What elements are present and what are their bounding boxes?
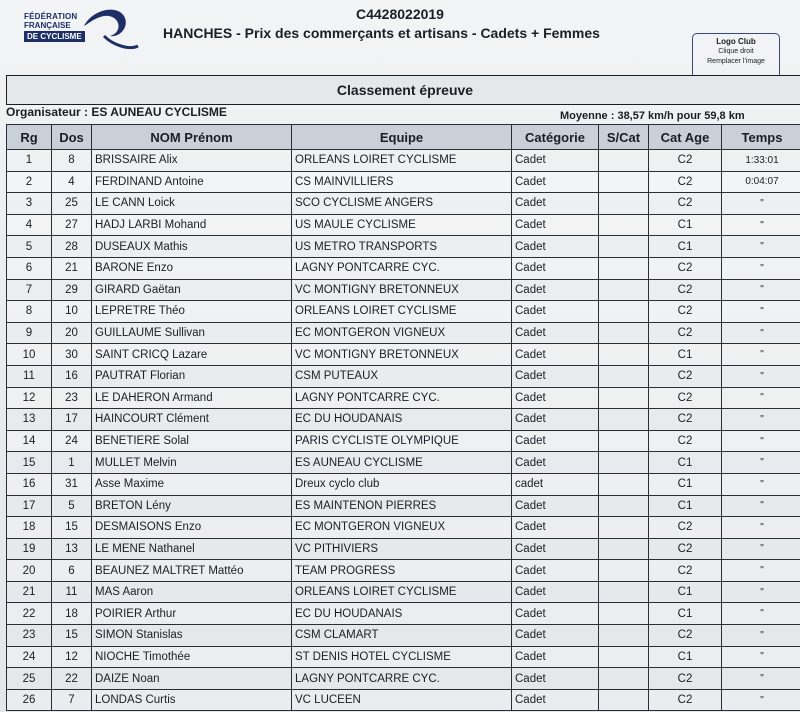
age-category-cell: C1 [649, 646, 722, 668]
bib-cell: 16 [52, 365, 92, 387]
age-category-cell: C2 [649, 150, 722, 172]
time-cell: " [722, 625, 800, 647]
time-cell: " [722, 689, 800, 711]
category-cell: Cadet [512, 279, 599, 301]
subcategory-cell [599, 603, 649, 625]
subcategory-cell [599, 344, 649, 366]
subcategory-cell [599, 625, 649, 647]
category-cell: Cadet [512, 668, 599, 690]
table-row [7, 214, 800, 236]
rank-cell: 8 [7, 301, 52, 323]
category-cell: Cadet [512, 193, 599, 215]
bib-cell: 13 [52, 538, 92, 560]
age-category-cell: C1 [649, 495, 722, 517]
bib-cell: 29 [52, 279, 92, 301]
category-cell: Cadet [512, 150, 599, 172]
table-row [7, 279, 800, 301]
subcategory-cell [599, 473, 649, 495]
name-cell: BENETIERE Solal [92, 430, 292, 452]
category-cell: Cadet [512, 322, 599, 344]
col-header-team: Equipe [292, 125, 512, 150]
rank-cell: 25 [7, 668, 52, 690]
bib-cell: 28 [52, 236, 92, 258]
name-cell: BEAUNEZ MALTRET Mattéo [92, 560, 292, 582]
time-cell: " [722, 301, 800, 323]
bib-cell: 15 [52, 625, 92, 647]
logo-line-2: FRANÇAISE [24, 21, 71, 30]
bib-cell: 23 [52, 387, 92, 409]
category-cell: Cadet [512, 517, 599, 539]
time-cell: " [722, 603, 800, 625]
age-category-cell: C2 [649, 193, 722, 215]
rank-cell: 4 [7, 214, 52, 236]
name-cell: SIMON Stanislas [92, 625, 292, 647]
name-cell: BARONE Enzo [92, 257, 292, 279]
table-row [7, 452, 800, 474]
team-cell: CS MAINVILLIERS [292, 171, 512, 193]
bib-cell: 7 [52, 689, 92, 711]
rank-cell: 18 [7, 517, 52, 539]
col-header-subcategory: S/Cat [599, 125, 649, 150]
table-row [7, 625, 800, 647]
club-logo-placeholder [692, 33, 780, 79]
bib-cell: 5 [52, 495, 92, 517]
category-cell: Cadet [512, 365, 599, 387]
rank-cell: 15 [7, 452, 52, 474]
name-cell: PAUTRAT Florian [92, 365, 292, 387]
rank-cell: 7 [7, 279, 52, 301]
table-row [7, 301, 800, 323]
time-cell: 1:33:01 [722, 150, 800, 172]
bib-cell: 24 [52, 430, 92, 452]
subcategory-cell [599, 538, 649, 560]
bib-cell: 17 [52, 409, 92, 431]
table-row [7, 171, 800, 193]
bib-cell: 6 [52, 560, 92, 582]
club-logo-line-1: Clique droit [718, 48, 754, 55]
table-row [7, 257, 800, 279]
team-cell: CSM CLAMART [292, 625, 512, 647]
table-row [7, 668, 800, 690]
subcategory-cell [599, 171, 649, 193]
age-category-cell: C1 [649, 581, 722, 603]
category-cell: Cadet [512, 689, 599, 711]
rank-cell: 26 [7, 689, 52, 711]
subcategory-cell [599, 387, 649, 409]
time-cell: " [722, 193, 800, 215]
table-row [7, 560, 800, 582]
category-cell: Cadet [512, 452, 599, 474]
bib-cell: 30 [52, 344, 92, 366]
bib-cell: 22 [52, 668, 92, 690]
age-category-cell: C2 [649, 560, 722, 582]
time-cell: 0:04:07 [722, 171, 800, 193]
section-title: Classement épreuve [6, 75, 800, 105]
subcategory-cell [599, 517, 649, 539]
time-cell: " [722, 452, 800, 474]
subcategory-cell [599, 689, 649, 711]
rank-cell: 10 [7, 344, 52, 366]
time-cell: " [722, 409, 800, 431]
bib-cell: 20 [52, 322, 92, 344]
subcategory-cell [599, 301, 649, 323]
bib-cell: 12 [52, 646, 92, 668]
time-cell: " [722, 236, 800, 258]
table-row [7, 193, 800, 215]
time-cell: " [722, 517, 800, 539]
rank-cell: 24 [7, 646, 52, 668]
category-cell: Cadet [512, 171, 599, 193]
name-cell: LE CANN Loick [92, 193, 292, 215]
subcategory-cell [599, 646, 649, 668]
category-cell: Cadet [512, 236, 599, 258]
rank-cell: 12 [7, 387, 52, 409]
time-cell: " [722, 257, 800, 279]
name-cell: GUILLAUME Sullivan [92, 322, 292, 344]
table-row [7, 365, 800, 387]
subcategory-cell [599, 452, 649, 474]
category-cell: Cadet [512, 214, 599, 236]
bib-cell: 10 [52, 301, 92, 323]
table-row [7, 322, 800, 344]
time-cell: " [722, 495, 800, 517]
age-category-cell: C2 [649, 387, 722, 409]
rank-cell: 9 [7, 322, 52, 344]
average-speed: Moyenne : 38,57 km/h pour 59,8 km [560, 110, 745, 122]
bib-cell: 4 [52, 171, 92, 193]
rank-cell: 1 [7, 150, 52, 172]
col-header-age-category: Cat Age [649, 125, 722, 150]
name-cell: GIRARD Gaëtan [92, 279, 292, 301]
bib-cell: 1 [52, 452, 92, 474]
age-category-cell: C2 [649, 322, 722, 344]
subcategory-cell [599, 236, 649, 258]
age-category-cell: C2 [649, 171, 722, 193]
time-cell: " [722, 344, 800, 366]
rank-cell: 3 [7, 193, 52, 215]
logo-line-1: FÉDÉRATION [24, 12, 78, 21]
age-category-cell: C2 [649, 301, 722, 323]
rank-cell: 6 [7, 257, 52, 279]
subcategory-cell [599, 560, 649, 582]
name-cell: HAINCOURT Clément [92, 409, 292, 431]
team-cell: EC MONTGERON VIGNEUX [292, 517, 512, 539]
table-row [7, 236, 800, 258]
bib-cell: 15 [52, 517, 92, 539]
category-cell: Cadet [512, 430, 599, 452]
col-header-time: Temps [722, 125, 800, 150]
table-row [7, 646, 800, 668]
rank-cell: 17 [7, 495, 52, 517]
age-category-cell: C2 [649, 430, 722, 452]
age-category-cell: C1 [649, 603, 722, 625]
category-cell: Cadet [512, 538, 599, 560]
team-cell: LAGNY PONTCARRE CYC. [292, 257, 512, 279]
club-logo-line-2: Remplacer l'image [707, 58, 765, 65]
subcategory-cell [599, 365, 649, 387]
subcategory-cell [599, 322, 649, 344]
rank-cell: 5 [7, 236, 52, 258]
table-row [7, 495, 800, 517]
rank-cell: 13 [7, 409, 52, 431]
name-cell: MAS Aaron [92, 581, 292, 603]
name-cell: DAIZE Noan [92, 668, 292, 690]
name-cell: DESMAISONS Enzo [92, 517, 292, 539]
bib-cell: 31 [52, 473, 92, 495]
age-category-cell: C2 [649, 517, 722, 539]
team-cell: VC MONTIGNY BRETONNEUX [292, 279, 512, 301]
category-cell: Cadet [512, 560, 599, 582]
table-row [7, 473, 800, 495]
bib-cell: 8 [52, 150, 92, 172]
name-cell: MULLET Melvin [92, 452, 292, 474]
team-cell: ORLEANS LOIRET CYCLISME [292, 301, 512, 323]
age-category-cell: C2 [649, 668, 722, 690]
rank-cell: 20 [7, 560, 52, 582]
logo-line-3: DE CYCLISME [24, 31, 85, 42]
col-header-rank: Rg [7, 125, 52, 150]
table-header-row [7, 125, 800, 150]
table-row [7, 150, 800, 172]
team-cell: ST DENIS HOTEL CYCLISME [292, 646, 512, 668]
team-cell: EC DU HOUDANAIS [292, 603, 512, 625]
name-cell: LONDAS Curtis [92, 689, 292, 711]
age-category-cell: C1 [649, 473, 722, 495]
bib-cell: 25 [52, 193, 92, 215]
age-category-cell: C2 [649, 279, 722, 301]
team-cell: ES AUNEAU CYCLISME [292, 452, 512, 474]
team-cell: US MAULE CYCLISME [292, 214, 512, 236]
rank-cell: 22 [7, 603, 52, 625]
name-cell: Asse Maxime [92, 473, 292, 495]
name-cell: BRISSAIRE Alix [92, 150, 292, 172]
subcategory-cell [599, 193, 649, 215]
subcategory-cell [599, 279, 649, 301]
subcategory-cell [599, 257, 649, 279]
table-row [7, 689, 800, 711]
name-cell: BRETON Lény [92, 495, 292, 517]
race-code: C4428022019 [356, 6, 444, 22]
team-cell: PARIS CYCLISTE OLYMPIQUE [292, 430, 512, 452]
table-row [7, 344, 800, 366]
team-cell: EC DU HOUDANAIS [292, 409, 512, 431]
club-logo-title: Logo Club [716, 37, 756, 46]
time-cell: " [722, 538, 800, 560]
bib-cell: 27 [52, 214, 92, 236]
age-category-cell: C2 [649, 365, 722, 387]
table-row [7, 409, 800, 431]
age-category-cell: C2 [649, 689, 722, 711]
table-row [7, 581, 800, 603]
subcategory-cell [599, 214, 649, 236]
rank-cell: 21 [7, 581, 52, 603]
time-cell: " [722, 668, 800, 690]
category-cell: Cadet [512, 301, 599, 323]
age-category-cell: C2 [649, 409, 722, 431]
name-cell: LEPRETRE Théo [92, 301, 292, 323]
team-cell: TEAM PROGRESS [292, 560, 512, 582]
category-cell: Cadet [512, 603, 599, 625]
category-cell: Cadet [512, 646, 599, 668]
category-cell: Cadet [512, 387, 599, 409]
bib-cell: 18 [52, 603, 92, 625]
category-cell: Cadet [512, 344, 599, 366]
category-cell: Cadet [512, 625, 599, 647]
subcategory-cell [599, 430, 649, 452]
team-cell: LAGNY PONTCARRE CYC. [292, 668, 512, 690]
results-table [6, 124, 800, 711]
rank-cell: 14 [7, 430, 52, 452]
team-cell: Dreux cyclo club [292, 473, 512, 495]
name-cell: SAINT CRICQ Lazare [92, 344, 292, 366]
time-cell: " [722, 560, 800, 582]
table-row [7, 517, 800, 539]
age-category-cell: C1 [649, 214, 722, 236]
time-cell: " [722, 473, 800, 495]
table-row [7, 538, 800, 560]
time-cell: " [722, 365, 800, 387]
name-cell: NIOCHE Timothée [92, 646, 292, 668]
rank-cell: 19 [7, 538, 52, 560]
time-cell: " [722, 646, 800, 668]
rank-cell: 11 [7, 365, 52, 387]
col-header-category: Catégorie [512, 125, 599, 150]
time-cell: " [722, 430, 800, 452]
name-cell: LE MENE Nathanel [92, 538, 292, 560]
rank-cell: 23 [7, 625, 52, 647]
time-cell: " [722, 322, 800, 344]
team-cell: EC MONTGERON VIGNEUX [292, 322, 512, 344]
age-category-cell: C2 [649, 538, 722, 560]
rank-cell: 2 [7, 171, 52, 193]
name-cell: LE DAHERON Armand [92, 387, 292, 409]
category-cell: Cadet [512, 495, 599, 517]
table-row [7, 430, 800, 452]
col-header-name: NOM Prénom [92, 125, 292, 150]
name-cell: POIRIER Arthur [92, 603, 292, 625]
name-cell: FERDINAND Antoine [92, 171, 292, 193]
age-category-cell: C1 [649, 344, 722, 366]
subcategory-cell [599, 495, 649, 517]
rank-cell: 16 [7, 473, 52, 495]
team-cell: ORLEANS LOIRET CYCLISME [292, 581, 512, 603]
age-category-cell: C2 [649, 257, 722, 279]
name-cell: DUSEAUX Mathis [92, 236, 292, 258]
subcategory-cell [599, 668, 649, 690]
time-cell: " [722, 279, 800, 301]
subcategory-cell [599, 150, 649, 172]
age-category-cell: C1 [649, 452, 722, 474]
name-cell: HADJ LARBI Mohand [92, 214, 292, 236]
subcategory-cell [599, 581, 649, 603]
team-cell: VC PITHIVIERS [292, 538, 512, 560]
subcategory-cell [599, 409, 649, 431]
team-cell: US METRO TRANSPORTS [292, 236, 512, 258]
category-cell: cadet [512, 473, 599, 495]
team-cell: VC LUCEEN [292, 689, 512, 711]
team-cell: VC MONTIGNY BRETONNEUX [292, 344, 512, 366]
age-category-cell: C1 [649, 236, 722, 258]
time-cell: " [722, 581, 800, 603]
category-cell: Cadet [512, 257, 599, 279]
age-category-cell: C2 [649, 625, 722, 647]
team-cell: ES MAINTENON PIERRES [292, 495, 512, 517]
time-cell: " [722, 214, 800, 236]
team-cell: CSM PUTEAUX [292, 365, 512, 387]
organizer: Organisateur : ES AUNEAU CYCLISME [6, 105, 227, 119]
team-cell: LAGNY PONTCARRE CYC. [292, 387, 512, 409]
category-cell: Cadet [512, 409, 599, 431]
category-cell: Cadet [512, 581, 599, 603]
time-cell: " [722, 387, 800, 409]
bib-cell: 11 [52, 581, 92, 603]
team-cell: ORLEANS LOIRET CYCLISME [292, 150, 512, 172]
race-title: HANCHES - Prix des commerçants et artisans - Cadets + Femmes [163, 25, 600, 41]
table-row [7, 387, 800, 409]
table-row [7, 603, 800, 625]
team-cell: SCO CYCLISME ANGERS [292, 193, 512, 215]
col-header-bib: Dos [52, 125, 92, 150]
bib-cell: 21 [52, 257, 92, 279]
